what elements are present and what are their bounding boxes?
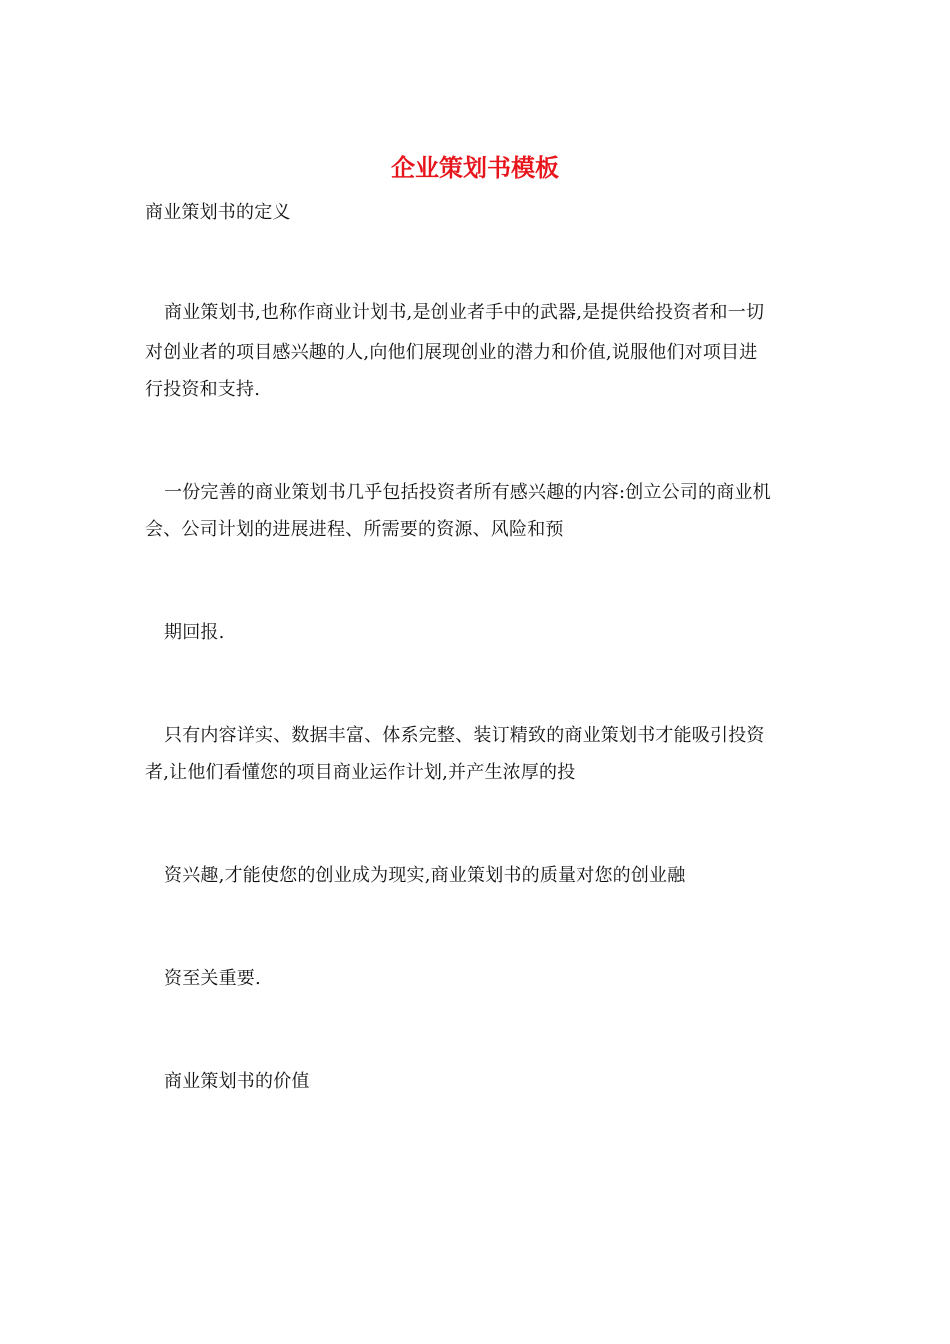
paragraph-5: 资兴趣,才能使您的创业成为现实,商业策划书的质量对您的创业融 xyxy=(164,865,686,886)
paragraph-1-line-3: 行投资和支持. xyxy=(145,379,261,400)
document-title: 企业策划书模板 xyxy=(391,153,559,182)
paragraph-6: 资至关重要. xyxy=(164,968,261,989)
paragraph-4-line-2: 者,让他们看懂您的项目商业运作计划,并产生浓厚的投 xyxy=(145,762,576,783)
paragraph-2-line-2: 会、公司计划的进展进程、所需要的资源、风险和预 xyxy=(145,519,564,540)
paragraph-1-line-1: 商业策划书,也称作商业计划书,是创业者手中的武器,是提供给投资者和一切 xyxy=(164,302,765,323)
paragraph-1-line-2: 对创业者的项目感兴趣的人,向他们展现创业的潜力和价值,说服他们对项目进 xyxy=(145,342,758,363)
section-heading-value: 商业策划书的价值 xyxy=(164,1071,310,1092)
section-heading-definition: 商业策划书的定义 xyxy=(145,202,291,223)
paragraph-2-line-1: 一份完善的商业策划书几乎包括投资者所有感兴趣的内容:创立公司的商业机 xyxy=(164,482,771,503)
paragraph-4-line-1: 只有内容详实、数据丰富、体系完整、装订精致的商业策划书才能吸引投资 xyxy=(164,725,765,746)
paragraph-3: 期回报. xyxy=(164,622,225,643)
